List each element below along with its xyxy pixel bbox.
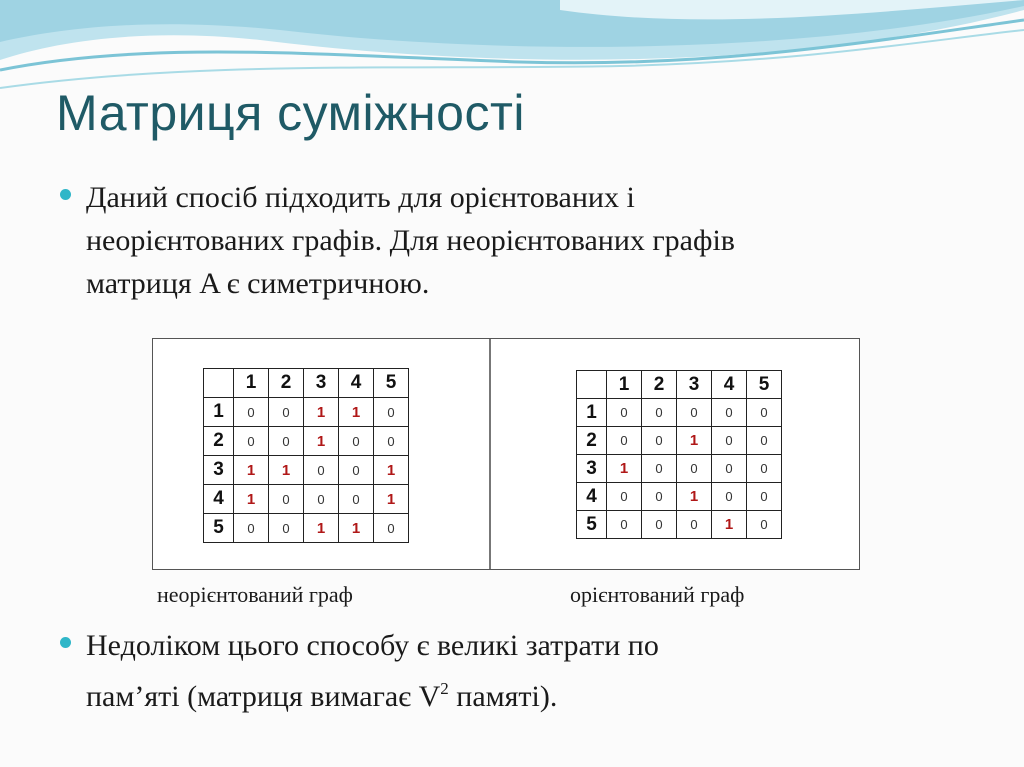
bullet-1-line-2: неорієнтованих графів. Для неорієнтованих графів xyxy=(86,224,735,257)
matrix-cell: 0 xyxy=(712,483,747,511)
matrix-column-header: 1 xyxy=(607,371,642,399)
matrix-row-header: 3 xyxy=(204,456,234,485)
matrix-corner-cell xyxy=(204,369,234,398)
matrix-row-header: 1 xyxy=(577,399,607,427)
matrix-cell: 0 xyxy=(642,455,677,483)
matrix-cell: 1 xyxy=(607,455,642,483)
undirected-adjacency-matrix xyxy=(203,368,409,543)
matrix-row-header: 4 xyxy=(577,483,607,511)
matrix-cell: 1 xyxy=(677,427,712,455)
matrix-cell: 1 xyxy=(712,511,747,539)
matrix-cell: 0 xyxy=(234,398,269,427)
matrix-cell: 0 xyxy=(642,483,677,511)
matrix-cell: 1 xyxy=(269,456,304,485)
matrix-column-header: 2 xyxy=(269,369,304,398)
matrix-row xyxy=(577,399,782,427)
matrix-row xyxy=(204,485,409,514)
figure-divider xyxy=(489,339,491,569)
bullet-1-text xyxy=(86,176,906,305)
matrix-cell: 0 xyxy=(269,514,304,543)
slide-title: Матриця суміжності xyxy=(56,85,525,141)
matrix-cell: 1 xyxy=(234,456,269,485)
matrix-cell: 0 xyxy=(677,455,712,483)
matrix-cell: 0 xyxy=(374,398,409,427)
matrix-cell: 1 xyxy=(304,514,339,543)
matrix-cell: 1 xyxy=(339,514,374,543)
matrix-cell: 1 xyxy=(234,485,269,514)
matrix-column-header: 4 xyxy=(339,369,374,398)
matrix-corner-cell xyxy=(577,371,607,399)
matrix-row-header: 5 xyxy=(577,511,607,539)
matrix-cell: 0 xyxy=(607,427,642,455)
matrix-cell: 0 xyxy=(304,485,339,514)
matrix-cell: 0 xyxy=(642,399,677,427)
matrix-cell: 0 xyxy=(747,455,782,483)
matrix-cell: 0 xyxy=(712,399,747,427)
superscript-two: 2 xyxy=(440,679,449,698)
matrix-cell: 0 xyxy=(374,427,409,456)
bullet-2-line-2: пам’яті (матриця вимагає $V^2$ памяті). xyxy=(86,679,558,713)
bullet-1 xyxy=(60,176,906,305)
matrix-row xyxy=(204,456,409,485)
bullet-2-text xyxy=(86,624,906,718)
matrix-cell: 0 xyxy=(677,399,712,427)
matrix-cell: 0 xyxy=(304,456,339,485)
matrix-cell: 0 xyxy=(747,399,782,427)
matrix-cell: 0 xyxy=(339,485,374,514)
matrix-row-header: 1 xyxy=(204,398,234,427)
matrix-cell: 0 xyxy=(712,427,747,455)
matrix-row-header: 2 xyxy=(577,427,607,455)
matrix-cell: 0 xyxy=(374,514,409,543)
matrix-cell: 0 xyxy=(747,427,782,455)
matrix-cell: 0 xyxy=(269,485,304,514)
matrix-cell: 1 xyxy=(677,483,712,511)
directed-caption: орієнтований граф xyxy=(570,582,745,607)
matrix-row xyxy=(204,514,409,543)
matrix-row xyxy=(577,427,782,455)
matrix-column-header: 2 xyxy=(642,371,677,399)
undirected-caption: неорієнтований граф xyxy=(157,582,353,607)
bullet-2 xyxy=(60,624,906,718)
matrix-cell: 0 xyxy=(234,427,269,456)
matrix-row xyxy=(577,511,782,539)
matrix-cell: 1 xyxy=(339,398,374,427)
matrix-cell: 0 xyxy=(269,427,304,456)
matrix-figure xyxy=(152,338,860,570)
matrix-cell: 0 xyxy=(607,511,642,539)
matrix-cell: 0 xyxy=(269,398,304,427)
matrix-cell: 1 xyxy=(374,456,409,485)
matrix-cell: 0 xyxy=(607,399,642,427)
matrix-cell: 1 xyxy=(304,427,339,456)
bullet-dot-icon xyxy=(60,189,71,200)
matrix-row xyxy=(204,398,409,427)
matrix-cell: 0 xyxy=(339,456,374,485)
matrix-cell: 1 xyxy=(304,398,339,427)
matrix-cell: 0 xyxy=(339,427,374,456)
matrix-cell: 0 xyxy=(747,483,782,511)
bullet-dot-icon xyxy=(60,637,71,648)
matrix-header-row xyxy=(204,369,409,398)
matrix-header-row xyxy=(577,371,782,399)
matrix-cell: 0 xyxy=(607,483,642,511)
matrix-column-header: 3 xyxy=(677,371,712,399)
matrix-row-header: 4 xyxy=(204,485,234,514)
bullet-2-line-1: Недоліком цього способу є великі затрати по xyxy=(86,629,659,662)
directed-adjacency-matrix xyxy=(576,370,782,539)
matrix-row-header: 5 xyxy=(204,514,234,543)
matrix-column-header: 5 xyxy=(374,369,409,398)
matrix-row-header: 2 xyxy=(204,427,234,456)
matrix-cell: 0 xyxy=(234,514,269,543)
matrix-cell: 0 xyxy=(747,511,782,539)
matrix-cell: 0 xyxy=(642,511,677,539)
matrix-cell: 1 xyxy=(374,485,409,514)
matrix-cell: 0 xyxy=(642,427,677,455)
matrix-column-header: 5 xyxy=(747,371,782,399)
bullet-1-line-1: Даний спосіб підходить для орієнтованих і xyxy=(86,181,635,214)
matrix-row-header: 3 xyxy=(577,455,607,483)
matrix-column-header: 3 xyxy=(304,369,339,398)
matrix-row xyxy=(577,483,782,511)
matrix-row xyxy=(204,427,409,456)
matrix-cell: 0 xyxy=(677,511,712,539)
matrix-column-header: 1 xyxy=(234,369,269,398)
bullet-1-line-3: матриця A є симетричною. xyxy=(86,267,430,300)
matrix-column-header: 4 xyxy=(712,371,747,399)
matrix-row xyxy=(577,455,782,483)
matrix-cell: 0 xyxy=(712,455,747,483)
